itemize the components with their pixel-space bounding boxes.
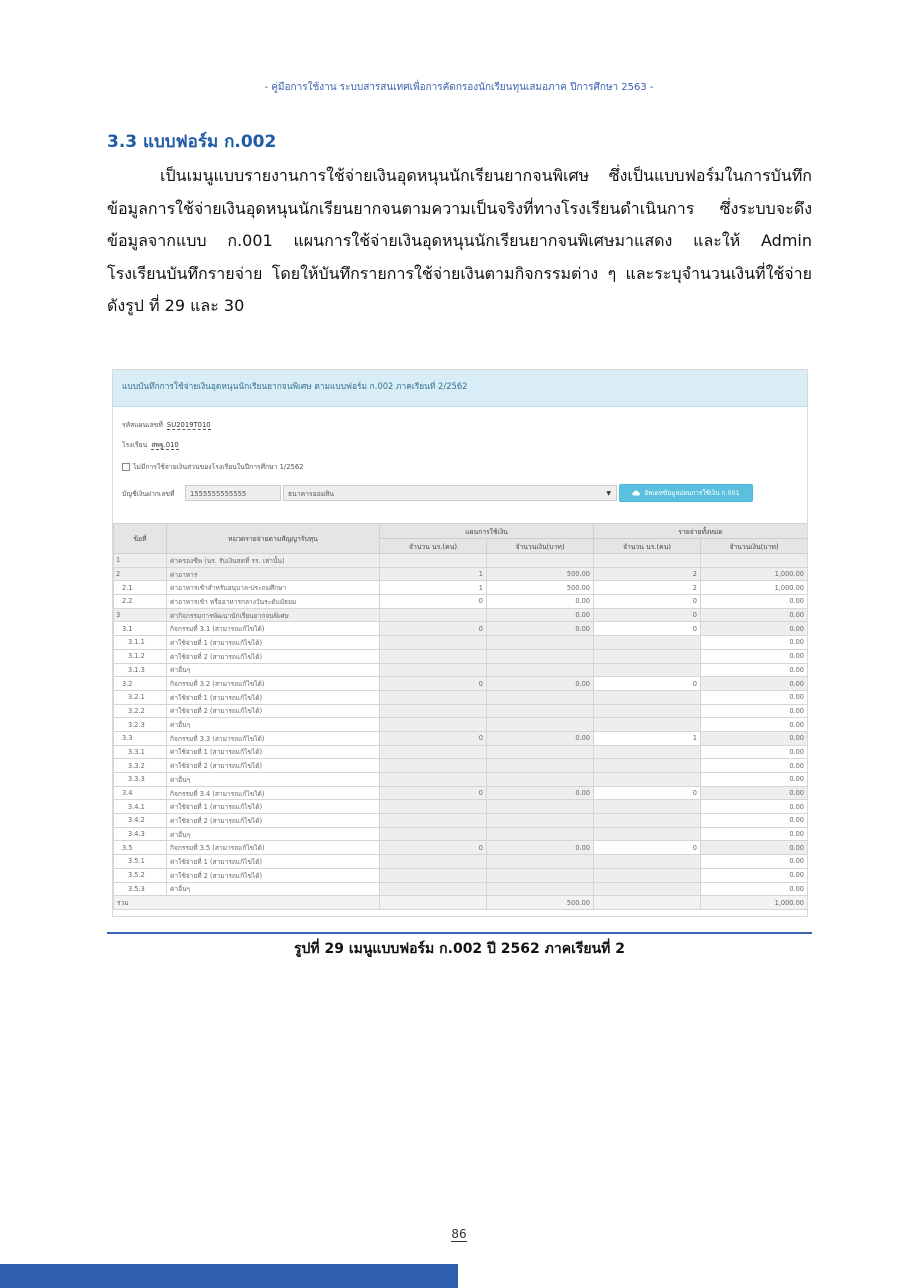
- cell-plan-students: [380, 704, 487, 718]
- table-row: [114, 690, 808, 704]
- table-row: [114, 759, 808, 773]
- cell-actual-students: [594, 554, 701, 568]
- cell-plan-amount: [487, 704, 594, 718]
- col-plan-students: จำนวน นร.(คน): [380, 539, 487, 554]
- cell-plan-students: [380, 745, 487, 759]
- cell-actual-amount[interactable]: 0.00: [701, 745, 808, 759]
- cell-no: 3.5.3: [114, 882, 167, 896]
- table-row: [114, 608, 808, 622]
- cell-actual-students[interactable]: 0: [594, 677, 701, 691]
- cell-plan-students: [380, 649, 487, 663]
- cell-actual-amount: 0.00: [701, 595, 808, 609]
- cell-actual-amount: 0.00: [701, 608, 808, 622]
- cell-plan-amount: 500.00: [487, 567, 594, 581]
- cell-plan-students: [380, 800, 487, 814]
- table-row: [114, 855, 808, 869]
- update-plan-label: อัพเดทข้อมูลแผนการใช้เงิน ก.001: [644, 489, 740, 497]
- cell-actual-amount[interactable]: 0.00: [701, 704, 808, 718]
- cell-plan-students: 1: [380, 581, 487, 595]
- table-row: [114, 704, 808, 718]
- table-row: [114, 827, 808, 841]
- table-row: [114, 868, 808, 882]
- cell-actual-students: [594, 759, 701, 773]
- col-plan: แผนการใช้เงิน: [380, 524, 594, 539]
- cell-actual-amount[interactable]: 0.00: [701, 882, 808, 896]
- cell-category: ค่าอื่นๆ: [167, 663, 380, 677]
- table-row: [114, 745, 808, 759]
- total-plan-amount: 500.00: [487, 896, 594, 910]
- cell-no: 3.4.1: [114, 800, 167, 814]
- cell-plan-students: 0: [380, 731, 487, 745]
- cell-actual-students: [594, 773, 701, 787]
- cell-category: ค่าใช้จ่ายที่ 1 (สามารถแก้ไขได้): [167, 636, 380, 650]
- table-row: [114, 718, 808, 732]
- table-row: [114, 622, 808, 636]
- cell-no: 3.2: [114, 677, 167, 691]
- table-row: [114, 554, 808, 568]
- cell-category: ค่าอาหารเช้าสำหรับอนุบาล-ประถมศึกษา: [167, 581, 380, 595]
- table-row: [114, 663, 808, 677]
- cell-actual-students: 0: [594, 608, 701, 622]
- col-plan-amount: จำนวนเงิน(บาท): [487, 539, 594, 554]
- cell-category: ค่าอื่นๆ: [167, 718, 380, 732]
- section-title: 3.3 แบบฟอร์ม ก.002: [107, 132, 277, 152]
- cell-category: ค่าอาหาร: [167, 567, 380, 581]
- cell-plan-students: 0: [380, 677, 487, 691]
- cell-plan-students: 0: [380, 786, 487, 800]
- cell-actual-students: 0: [594, 595, 701, 609]
- cell-actual-students: [594, 827, 701, 841]
- cell-actual-students: [594, 690, 701, 704]
- cell-no: 3.3.1: [114, 745, 167, 759]
- cell-plan-amount: 0.00: [487, 608, 594, 622]
- table-row: [114, 677, 808, 691]
- cell-actual-students[interactable]: 0: [594, 841, 701, 855]
- update-plan-button[interactable]: [619, 484, 753, 502]
- cloud-download-icon: [632, 490, 640, 496]
- cell-actual-amount[interactable]: 0.00: [701, 827, 808, 841]
- cell-category: ค่าอื่นๆ: [167, 773, 380, 787]
- cell-actual-students: [594, 882, 701, 896]
- cell-no: 2.1: [114, 581, 167, 595]
- cell-actual-students: [594, 704, 701, 718]
- cell-actual-amount[interactable]: 0.00: [701, 800, 808, 814]
- school-value: สพฐ.010: [151, 441, 179, 449]
- cell-actual-students: [594, 649, 701, 663]
- report-number-label: รหัสแผนเลขที่: [122, 421, 163, 429]
- cell-category: ค่าใช้จ่ายที่ 1 (สามารถแก้ไขได้): [167, 855, 380, 869]
- cell-plan-students: [380, 814, 487, 828]
- cell-actual-amount[interactable]: 0.00: [701, 773, 808, 787]
- footer-bar: [0, 1264, 458, 1288]
- cell-plan-amount: 0.00: [487, 731, 594, 745]
- report-number-value: SU2019T010: [166, 421, 211, 429]
- cell-plan-students: [380, 882, 487, 896]
- cell-actual-students: [594, 636, 701, 650]
- cell-no: 3.3.2: [114, 759, 167, 773]
- total-plan-students: [380, 896, 487, 910]
- cell-actual-amount: 0.00: [701, 841, 808, 855]
- total-row: [114, 896, 808, 910]
- cell-plan-amount: [487, 800, 594, 814]
- cell-plan-students: [380, 718, 487, 732]
- cell-plan-amount: 0.00: [487, 786, 594, 800]
- cell-plan-amount: [487, 773, 594, 787]
- cell-no: 3.1.1: [114, 636, 167, 650]
- cell-plan-students: [380, 663, 487, 677]
- figure-caption: รูปที่ 29 เมนูแบบฟอร์ม ก.002 ปี 2562 ภาคเรียนที่ 2: [293, 941, 626, 957]
- cell-no: 3.2.2: [114, 704, 167, 718]
- cell-actual-students[interactable]: 0: [594, 786, 701, 800]
- cell-actual-amount[interactable]: 0.00: [701, 636, 808, 650]
- school-row: [122, 439, 179, 450]
- cell-actual-amount[interactable]: 0.00: [701, 868, 808, 882]
- cell-plan-students: [380, 868, 487, 882]
- form-panel-title: แบบบันทึกการใช้จ่ายเงินอุดหนุนนักเรียนยากจนพิเศษ ตามแบบฟอร์ม ก.002 ภาคเรียนที่ 2/2562: [113, 370, 807, 407]
- cell-plan-amount: [487, 827, 594, 841]
- table-body: [114, 554, 808, 910]
- cell-category: ค่าอื่นๆ: [167, 827, 380, 841]
- cell-actual-students: [594, 745, 701, 759]
- body-paragraph: [107, 160, 812, 323]
- cell-no: 3.5: [114, 841, 167, 855]
- cell-no: 3.5.1: [114, 855, 167, 869]
- caption-divider: [107, 932, 812, 934]
- form-screenshot: [112, 369, 808, 917]
- cell-plan-amount: 0.00: [487, 841, 594, 855]
- cell-category: ค่าใช้จ่ายที่ 2 (สามารถแก้ไขได้): [167, 868, 380, 882]
- table-row: [114, 567, 808, 581]
- account-label: บัญชีเงินฝากเลขที่: [122, 490, 175, 498]
- cell-plan-amount: 500.00: [487, 581, 594, 595]
- cell-plan-students: [380, 636, 487, 650]
- cell-plan-amount: [487, 745, 594, 759]
- cell-actual-amount: 0.00: [701, 786, 808, 800]
- cell-no: 3.5.2: [114, 868, 167, 882]
- bank-select-value: ธนาคารออมสิน: [288, 490, 335, 498]
- page-number-text: 86: [451, 1227, 467, 1241]
- col-no: ข้อที่: [114, 524, 167, 554]
- table-row: [114, 773, 808, 787]
- cell-actual-students: [594, 814, 701, 828]
- cell-no: 3.1.3: [114, 663, 167, 677]
- cell-actual-amount[interactable]: 0.00: [701, 814, 808, 828]
- cell-actual-students: [594, 718, 701, 732]
- cell-actual-students[interactable]: 1: [594, 731, 701, 745]
- cell-category: ค่าใช้จ่ายที่ 2 (สามารถแก้ไขได้): [167, 649, 380, 663]
- report-number-row: [122, 419, 211, 430]
- table-row: [114, 786, 808, 800]
- cell-plan-students: 1: [380, 567, 487, 581]
- school-label: โรงเรียน: [122, 441, 148, 449]
- cell-no: 3.3.3: [114, 773, 167, 787]
- cell-actual-amount[interactable]: 0.00: [701, 759, 808, 773]
- cell-plan-amount: [487, 649, 594, 663]
- cell-plan-students: [380, 608, 487, 622]
- no-spending-row[interactable]: [122, 461, 304, 472]
- cell-actual-students: [594, 855, 701, 869]
- cell-actual-amount[interactable]: 0.00: [701, 718, 808, 732]
- table-row: [114, 636, 808, 650]
- account-number-input[interactable]: 1555555555555: [185, 485, 281, 501]
- table-row: [114, 882, 808, 896]
- table-row: [114, 595, 808, 609]
- cell-actual-amount[interactable]: 0.00: [701, 649, 808, 663]
- total-label: รวม: [114, 896, 380, 910]
- cell-category: ค่ากิจกรรมการพัฒนานักเรียนยากจนพิเศษ: [167, 608, 380, 622]
- cell-no: 3.2.1: [114, 690, 167, 704]
- table-row: [114, 649, 808, 663]
- cell-plan-amount: [487, 690, 594, 704]
- cell-plan-students: [380, 690, 487, 704]
- cell-no: 3.2.3: [114, 718, 167, 732]
- cell-actual-amount[interactable]: 0.00: [701, 690, 808, 704]
- col-actual-amount: จำนวนเงิน(บาท): [701, 539, 808, 554]
- col-actual-students: จำนวน นร.(คน): [594, 539, 701, 554]
- cell-actual-amount: 1,000.00: [701, 567, 808, 581]
- cell-actual-amount[interactable]: 0.00: [701, 663, 808, 677]
- cell-actual-amount: 0.00: [701, 677, 808, 691]
- cell-category: ค่าอาหารเช้า หรืออาหารกลางวันระดับมัธยม: [167, 595, 380, 609]
- cell-plan-students: [380, 554, 487, 568]
- cell-plan-amount: [487, 636, 594, 650]
- table-row: [114, 581, 808, 595]
- cell-actual-students: [594, 800, 701, 814]
- bank-select[interactable]: [283, 485, 617, 501]
- cell-category: ค่าครองชีพ (นร. รับเงินสดที่ รร. เท่านั้น): [167, 554, 380, 568]
- cell-no: 3.3: [114, 731, 167, 745]
- cell-plan-amount: [487, 882, 594, 896]
- cell-actual-amount: 0.00: [701, 731, 808, 745]
- cell-plan-amount: [487, 814, 594, 828]
- cell-actual-students[interactable]: 0: [594, 622, 701, 636]
- cell-category: ค่าใช้จ่ายที่ 2 (สามารถแก้ไขได้): [167, 814, 380, 828]
- chevron-down-icon: ▼: [606, 490, 611, 497]
- cell-actual-students: [594, 868, 701, 882]
- cell-plan-amount: [487, 868, 594, 882]
- cell-plan-amount: [487, 663, 594, 677]
- no-spending-checkbox[interactable]: [122, 463, 130, 471]
- total-actual-amount: 1,000.00: [701, 896, 808, 910]
- cell-no: 3: [114, 608, 167, 622]
- cell-plan-students: [380, 759, 487, 773]
- cell-no: 3.4: [114, 786, 167, 800]
- cell-category: กิจกรรมที่ 3.5 (สามารถแก้ไขได้): [167, 841, 380, 855]
- cell-no: 3.4.2: [114, 814, 167, 828]
- expense-table: [113, 523, 808, 910]
- table-row: [114, 841, 808, 855]
- cell-plan-students: [380, 773, 487, 787]
- cell-actual-amount: 1,000.00: [701, 581, 808, 595]
- cell-plan-amount: [487, 554, 594, 568]
- cell-plan-amount: [487, 855, 594, 869]
- cell-category: ค่าใช้จ่ายที่ 1 (สามารถแก้ไขได้): [167, 690, 380, 704]
- cell-category: ค่าใช้จ่ายที่ 2 (สามารถแก้ไขได้): [167, 704, 380, 718]
- cell-actual-amount: [701, 554, 808, 568]
- table-row: [114, 814, 808, 828]
- paragraph-text: เป็นเมนูแบบรายงานการใช้จ่ายเงินอุดหนุนนักเรียนยากจนพิเศษ ซึ่งเป็นแบบฟอร์มในการบันทึกข้อมูลการใช้จ่ายเงินอุดหนุนนักเรียนยากจนตามความเป็นจริงที่ทางโรงเรียนดำเนินการ ซึ่งระบบจะดึงข้อมูลจากแบบ ก.001 แผนการใช้จ่ายเงินอุดหนุนนักเรียนยากจนพิเศษมาแสดง และให้ Admin โรงเรียนบันทึกรายจ่าย โดยให้บันทึกรายการใช้จ่ายเงินตามกิจกรรมต่าง ๆ และระบุจำนวนเงินที่ใช้จ่าย ดังรูป ที่ 29 และ 30: [107, 166, 812, 315]
- cell-plan-students: [380, 827, 487, 841]
- cell-plan-amount: 0.00: [487, 595, 594, 609]
- cell-category: ค่าใช้จ่ายที่ 1 (สามารถแก้ไขได้): [167, 800, 380, 814]
- cell-plan-amount: 0.00: [487, 677, 594, 691]
- table-row: [114, 800, 808, 814]
- cell-plan-amount: 0.00: [487, 622, 594, 636]
- col-category: หมวดรายจ่ายตามสัญญารับทุน: [167, 524, 380, 554]
- cell-category: ค่าใช้จ่ายที่ 1 (สามารถแก้ไขได้): [167, 745, 380, 759]
- page-number: [0, 1227, 918, 1241]
- cell-category: กิจกรรมที่ 3.3 (สามารถแก้ไขได้): [167, 731, 380, 745]
- cell-plan-students: 0: [380, 595, 487, 609]
- cell-no: 3.1: [114, 622, 167, 636]
- cell-no: 3.1.2: [114, 649, 167, 663]
- cell-actual-students: 2: [594, 581, 701, 595]
- cell-plan-students: 0: [380, 841, 487, 855]
- cell-category: ค่าอื่นๆ: [167, 882, 380, 896]
- cell-no: 2: [114, 567, 167, 581]
- cell-actual-amount: 0.00: [701, 622, 808, 636]
- cell-actual-students: 2: [594, 567, 701, 581]
- cell-no: 3.4.3: [114, 827, 167, 841]
- cell-plan-students: 0: [380, 622, 487, 636]
- total-actual-students: [594, 896, 701, 910]
- cell-category: กิจกรรมที่ 3.1 (สามารถแก้ไขได้): [167, 622, 380, 636]
- cell-no: 1: [114, 554, 167, 568]
- cell-category: ค่าใช้จ่ายที่ 2 (สามารถแก้ไขได้): [167, 759, 380, 773]
- cell-plan-amount: [487, 718, 594, 732]
- col-actual: รายจ่ายทั้งหมด: [594, 524, 808, 539]
- table-row: [114, 731, 808, 745]
- cell-no: 2.2: [114, 595, 167, 609]
- cell-category: กิจกรรมที่ 3.2 (สามารถแก้ไขได้): [167, 677, 380, 691]
- running-header: - คู่มือการใช้งาน ระบบสารสนเทศเพื่อการคัดกรองนักเรียนทุนเสมอภาค ปีการศึกษา 2563 -: [264, 82, 654, 93]
- cell-category: กิจกรรมที่ 3.4 (สามารถแก้ไขได้): [167, 786, 380, 800]
- cell-actual-students: [594, 663, 701, 677]
- cell-plan-amount: [487, 759, 594, 773]
- cell-plan-students: [380, 855, 487, 869]
- cell-actual-amount[interactable]: 0.00: [701, 855, 808, 869]
- no-spending-label: ไม่มีการใช้จ่ายเงินส่วนของโรงเรียนในปีการศึกษา 1/2562: [133, 463, 304, 471]
